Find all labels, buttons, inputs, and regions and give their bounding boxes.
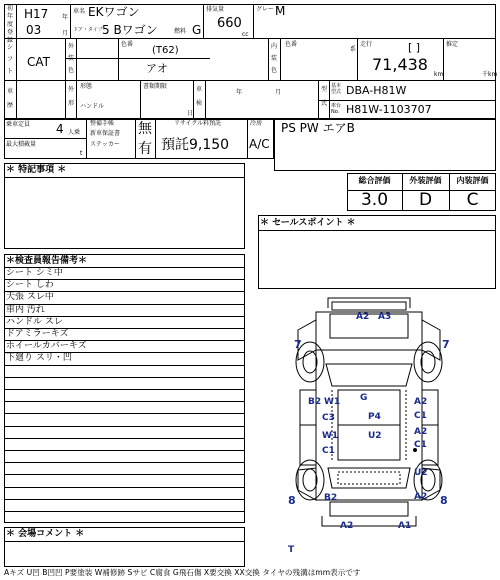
- divider: [118, 38, 119, 80]
- mark-bottom-1: A2: [340, 521, 354, 531]
- special-notes-title: ＊ 特記事項 ＊: [6, 165, 67, 175]
- car-damage-diagram: [258, 290, 496, 560]
- inspector-note-item: ハンドル スレ: [6, 316, 63, 327]
- maxload-label: 最大積載量: [6, 141, 37, 148]
- inspector-note-item: シート シミ中: [6, 268, 63, 278]
- mark-top-2: A3: [378, 312, 392, 322]
- table-row-divider: [4, 413, 245, 414]
- table-row-divider: [4, 487, 245, 488]
- divider: [4, 541, 245, 542]
- divider: [253, 4, 254, 38]
- maintenance-value: 無: [138, 121, 152, 137]
- model-name-value: EKワゴン: [88, 5, 140, 19]
- grade-value: M: [275, 4, 286, 18]
- sticker-value: 有: [138, 141, 152, 157]
- displacement-label: 排気量: [206, 6, 225, 13]
- mark-center-2: P4: [368, 412, 381, 422]
- month-unit: 月: [62, 30, 69, 37]
- mark-right-3: A2: [414, 427, 428, 437]
- inspector-note-item: ドアミラーキズ: [6, 329, 69, 339]
- divider: [76, 80, 77, 119]
- table-row-divider: [4, 377, 245, 378]
- displacement-unit: cc: [242, 31, 249, 38]
- inspector-notes-title: ＊検査員報告備考＊: [6, 256, 88, 266]
- divider: [318, 80, 319, 119]
- fuel-value: G: [192, 23, 202, 37]
- recycle-label: リサイクル料預託: [174, 120, 222, 127]
- divider: [205, 80, 206, 119]
- mark-center-1: G: [360, 393, 368, 403]
- mark-right-wheel-front: 7: [442, 338, 450, 351]
- overall-grade-value: 3.0: [360, 190, 389, 210]
- mark-right-rear-1: U2: [414, 468, 428, 478]
- mark-left-rear-2: B2: [324, 493, 338, 503]
- inspector-note-item: 車内 汚れ: [6, 304, 45, 315]
- int-color-code-label: 色番: [285, 41, 298, 48]
- divider: [65, 80, 66, 119]
- color-code-value: (T62): [152, 45, 179, 56]
- divider: [193, 80, 194, 119]
- mark-top-1: A2: [356, 312, 370, 322]
- doors-type-label: ドア・タイプ: [73, 27, 103, 33]
- legend: Aキズ U凹 B凹凹 P要塗装 W補修跡 Sサビ C腐食 G飛石傷 X要交換 XX交換 タイヤの残溝はmm表示です: [4, 568, 361, 577]
- ac-value: A/C: [249, 137, 270, 151]
- shape-sub-label: 形態: [80, 83, 93, 90]
- mileage-unit: km: [434, 71, 444, 78]
- divider: [4, 177, 245, 178]
- divider: [86, 119, 87, 159]
- warranty-label: 新車保証書: [90, 130, 121, 137]
- divider: [329, 80, 330, 119]
- mark-left-rear-1: 8: [288, 494, 296, 507]
- mark-right-2: C1: [414, 411, 427, 421]
- interior-grade-value: C: [466, 190, 479, 210]
- divider: [140, 80, 141, 119]
- interior-grade-label: 内装評価: [456, 176, 489, 185]
- venue-comment-title: ＊ 会場コメント ＊: [6, 529, 85, 539]
- base-type-label: 基本型式: [331, 83, 342, 95]
- year-value: H17: [24, 7, 49, 21]
- mark-left-4: W1: [322, 431, 339, 441]
- int-color-label: 内装色: [270, 43, 277, 74]
- mark-left-2: W1: [324, 397, 341, 407]
- table-row-divider: [4, 462, 245, 463]
- equipment-value: PS PW エアB: [281, 121, 355, 135]
- color-code-label: 色番: [121, 41, 134, 48]
- divider: [318, 100, 496, 101]
- divider: [247, 119, 248, 159]
- divider: [76, 38, 77, 80]
- doors-type-value: 5 Bワゴン: [102, 23, 158, 37]
- mileage-bracket: [ ]: [408, 41, 421, 54]
- table-row-divider: [4, 474, 245, 475]
- model-name-label: 車名: [73, 8, 86, 15]
- handle-label: ハンドル: [80, 103, 105, 110]
- displacement-value: 660: [217, 16, 242, 31]
- mark-left-1: B2: [308, 397, 322, 407]
- special-notes-box: [4, 163, 245, 249]
- maxload-unit: t: [80, 150, 83, 157]
- divider: [268, 38, 269, 80]
- int-color-num-mark: 系: [350, 46, 357, 53]
- maintenance-label: 整備手帳: [90, 120, 115, 127]
- divider: [16, 4, 17, 119]
- inspection-period-label: 書類期限: [143, 83, 168, 90]
- chassis-label: 車台No.: [331, 103, 342, 115]
- table-row-divider: [4, 438, 245, 439]
- capacity-value: 4: [56, 122, 64, 136]
- divider: [65, 58, 210, 59]
- mark-right-4: C1: [414, 440, 427, 450]
- ac-label: 冷房: [250, 120, 263, 127]
- table-row-divider: [4, 450, 245, 451]
- table-row-divider: [4, 365, 245, 366]
- month-value: 03: [26, 23, 42, 37]
- inspector-note-item: 下廻り スリ・凹: [6, 353, 72, 364]
- mark-left-3: C3: [322, 413, 335, 423]
- grade-label: グレード: [256, 6, 281, 13]
- first-reg-label: 初年度登録: [6, 5, 13, 44]
- divider: [135, 119, 136, 159]
- divider: [280, 38, 281, 80]
- overall-grade-label: 総合評価: [358, 176, 391, 185]
- inspector-note-item: シート しわ: [6, 280, 54, 291]
- ext-color-label: 外装色: [67, 43, 74, 74]
- inspector-note-item: 天張 スレ中: [6, 292, 54, 303]
- inspector-note-item: ホイールカバーキズ: [6, 341, 87, 352]
- divider: [4, 80, 496, 81]
- table-row-divider: [4, 426, 245, 427]
- mark-right-wheel-rear: 8: [440, 494, 448, 507]
- divider: [65, 38, 66, 80]
- divider: [357, 38, 358, 80]
- sales-points-title: ＊ セールスポイント ＊: [260, 218, 356, 228]
- shift-label: シフト: [6, 44, 13, 75]
- sticker-label: ステッカー: [90, 141, 120, 148]
- table-row-divider: [4, 511, 245, 512]
- mark-right-1: A2: [414, 397, 428, 407]
- year-unit: 年: [62, 14, 69, 21]
- limit-label: 推定: [446, 41, 459, 48]
- chassis-value: H81W-1103707: [346, 103, 432, 116]
- exterior-grade-label: 外装評価: [409, 176, 442, 185]
- model-code-value: DBA-H81W: [346, 84, 407, 97]
- recycle-value: 預託9,150: [161, 137, 230, 153]
- color-name-value: アオ: [146, 62, 168, 75]
- fuel-label: 燃料: [174, 28, 187, 35]
- mark-center-3: U2: [368, 431, 382, 441]
- divider: [155, 119, 156, 159]
- exterior-grade-value: D: [418, 190, 433, 210]
- divider: [203, 4, 204, 38]
- shift-value: CAT: [27, 55, 50, 69]
- mark-right-rear-2: A2: [414, 492, 428, 502]
- mark-bottom-left: T: [288, 545, 295, 555]
- inspection-month-unit: 月: [275, 89, 282, 96]
- history-label: 車歴: [6, 88, 13, 109]
- inspection-year-unit: 年: [236, 89, 243, 96]
- table-row-divider: [4, 499, 245, 500]
- model-code-label: 型式: [320, 86, 327, 107]
- divider: [258, 230, 496, 231]
- divider: [4, 138, 86, 139]
- table-row-divider: [4, 389, 245, 390]
- capacity-label: 乗車定員: [6, 121, 31, 128]
- mileage-label: 走行: [360, 41, 373, 48]
- capacity-unit: 人乗: [68, 129, 81, 136]
- inspection-label: 車検: [195, 86, 202, 107]
- mark-left-wheel-front: 7: [294, 338, 302, 351]
- mark-bottom-2: A1: [398, 521, 412, 531]
- shape-label: 外形: [67, 86, 74, 107]
- table-row-divider: [4, 401, 245, 402]
- divider: [4, 38, 496, 39]
- divider: [70, 4, 71, 38]
- day-unit: 日: [187, 110, 194, 117]
- mark-left-5: C1: [322, 446, 335, 456]
- mileage-value: 71,438: [372, 55, 428, 74]
- limit-unit: 千km: [482, 71, 498, 78]
